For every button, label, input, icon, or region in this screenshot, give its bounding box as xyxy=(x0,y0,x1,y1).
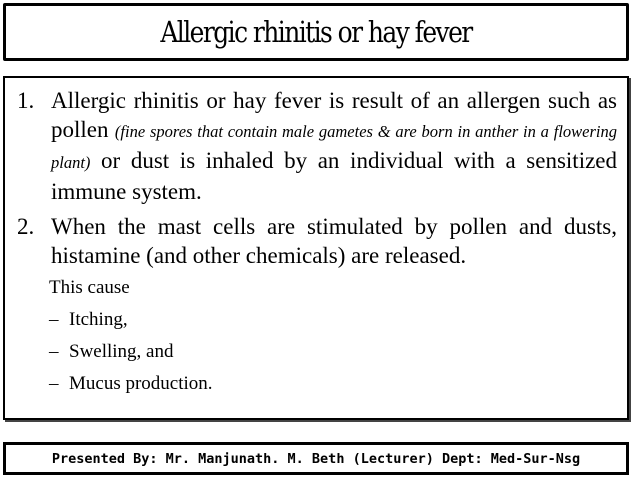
dash-bullet: – xyxy=(49,373,59,394)
point-1 xyxy=(17,86,617,206)
point-1-text-a: Allergic rhinitis or hay fever is result of an allergen such as pollen xyxy=(51,88,617,142)
point-1-note: (fine spores that contain male gametes & are born in anther in a flowering plant) xyxy=(51,122,617,172)
footer-box xyxy=(3,442,629,475)
content-box xyxy=(3,76,629,420)
point-2-number: 2. xyxy=(17,214,35,239)
dash-bullet: – xyxy=(49,309,59,330)
effect-text: Itching, xyxy=(69,309,128,330)
presenter-footer: Presented By: Mr. Manjunath. M. Beth (Lecturer) Dept: Med-Sur-Nsg xyxy=(51,450,581,467)
point-2 xyxy=(17,212,617,270)
point-1-text xyxy=(51,86,617,206)
effect-text: Swelling, and xyxy=(69,341,174,362)
effect-text: Mucus production. xyxy=(69,373,213,394)
slide-title: Allergic rhinitis or hay fever xyxy=(160,15,472,49)
cause-label: This cause xyxy=(49,277,130,298)
effect-item-1 xyxy=(49,307,617,332)
title-box xyxy=(3,3,629,61)
point-2-text: When the mast cells are stimulated by pollen and dusts, histamine (and other chemicals) are released. xyxy=(51,214,617,268)
dash-bullet: – xyxy=(49,341,59,362)
effect-item-2 xyxy=(49,339,617,364)
point-1-number: 1. xyxy=(17,88,35,113)
point-1-text-b: or dust is inhaled by an individual with a sensitized immune system. xyxy=(51,148,617,204)
effect-item-3 xyxy=(49,371,617,396)
